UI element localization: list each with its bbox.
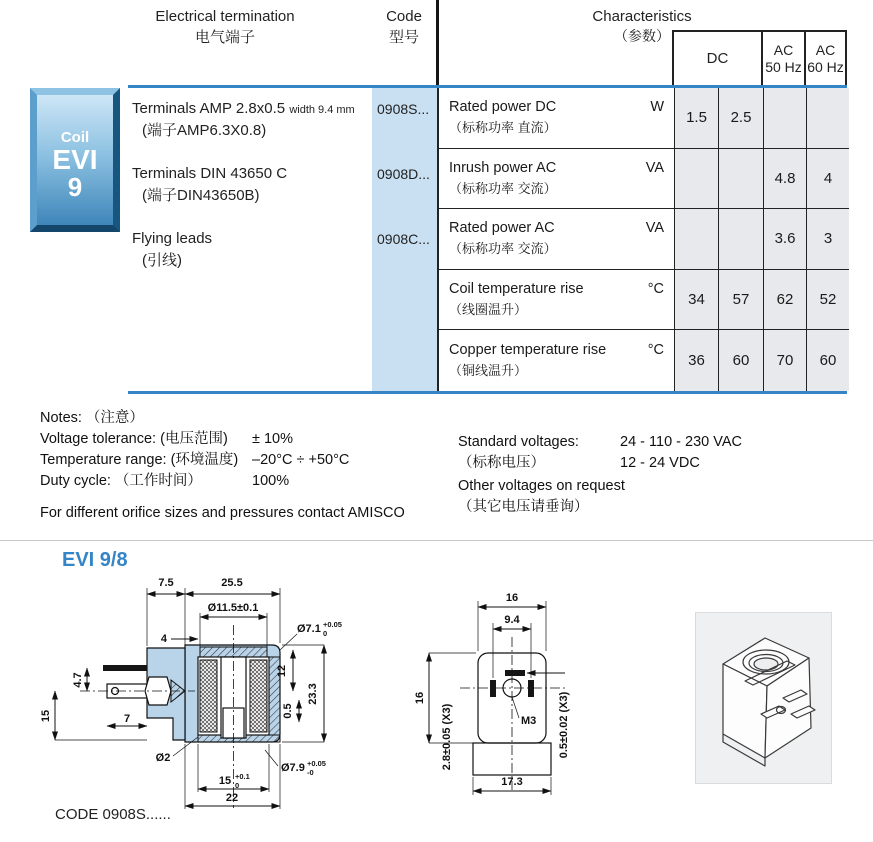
char-row-label <box>439 270 674 331</box>
svg-text:15: 15 <box>218 775 232 787</box>
svg-text:0: 0 <box>235 781 240 790</box>
subheader-ac50 <box>761 32 804 85</box>
subheader-row <box>672 30 847 85</box>
char-row-label <box>439 88 674 149</box>
char-unit: °C <box>647 281 664 298</box>
char-unit: VA <box>645 220 664 237</box>
svg-text:16: 16 <box>505 592 519 604</box>
char-value-ac60 <box>806 88 849 149</box>
badge-9-label: 9 <box>67 172 83 202</box>
svg-text:+0.05: +0.05 <box>323 620 342 629</box>
char-value-dc2 <box>718 209 763 270</box>
termination-row-din <box>132 163 287 207</box>
termination-row-leads <box>132 228 212 272</box>
code-value-0908s: 0908S... <box>377 101 430 117</box>
termination-amp-note: width 9.4 mm <box>289 104 355 116</box>
other-voltages-block <box>458 476 625 518</box>
char-value-ac60: 4 <box>806 149 849 210</box>
svg-text:+0.05: +0.05 <box>307 759 326 768</box>
char-value-ac60: 3 <box>806 209 849 270</box>
top-view-drawing <box>415 585 595 810</box>
char-value-ac50 <box>763 88 806 149</box>
char-value-dc2: 60 <box>718 330 763 391</box>
char-value-ac50: 3.6 <box>763 209 806 270</box>
svg-text:15: 15 <box>40 709 52 723</box>
char-value-dc1: 34 <box>674 270 718 331</box>
code-value-0908d: 0908D... <box>377 166 430 182</box>
note-value: ± 10% <box>252 431 294 447</box>
svg-text:22: 22 <box>225 792 239 804</box>
standard-voltages-label-zh: （标称电压） <box>458 455 545 471</box>
section-title-evi98: EVI 9/8 <box>62 549 128 571</box>
subheader-ac60-line1: AC <box>815 42 836 59</box>
char-value-dc1 <box>674 149 718 210</box>
svg-text:Ø11.5±0.1: Ø11.5±0.1 <box>207 602 259 614</box>
svg-text:-0: -0 <box>307 768 314 777</box>
svg-text:4.7: 4.7 <box>72 672 84 688</box>
subheader-ac50-line1: AC <box>773 42 794 59</box>
svg-text:4: 4 <box>160 633 167 645</box>
table-top-rule <box>128 85 847 88</box>
code-value-0908c: 0908C... <box>377 231 430 247</box>
standard-voltages-vac: 24 - 110 - 230 VAC <box>620 434 742 450</box>
note-label: Voltage tolerance: (电压范围) <box>40 431 228 447</box>
badge-evi-label: EVI <box>52 144 98 175</box>
svg-text:Ø2: Ø2 <box>155 752 171 764</box>
svg-text:0.5±0.02 (X3): 0.5±0.02 (X3) <box>558 691 570 759</box>
note-value: –20°C ÷ +50°C <box>252 452 350 468</box>
svg-text:0: 0 <box>323 629 328 638</box>
termination-amp-en: Terminals AMP 2.8x0.5 <box>132 100 286 117</box>
note-label: Temperature range: (环境温度) <box>40 452 239 468</box>
coil-evi9-badge <box>30 88 120 232</box>
char-value-dc2 <box>718 149 763 210</box>
standard-voltages-label: Standard voltages: <box>458 434 579 450</box>
svg-text:+0.1: +0.1 <box>235 772 250 781</box>
header-termination-zh: 电气端子 <box>194 29 255 46</box>
termination-leads-en: Flying leads <box>132 230 213 247</box>
char-unit: VA <box>645 159 664 176</box>
char-row-label <box>439 149 674 210</box>
standard-voltages-vdc: 12 - 24 VDC <box>620 455 700 471</box>
header-code-zh: 型号 <box>388 29 419 46</box>
svg-text:17.3: 17.3 <box>501 776 523 788</box>
header-code <box>373 6 435 48</box>
termination-din-en: Terminals DIN 43650 C <box>132 165 288 182</box>
char-value-dc2: 2.5 <box>718 88 763 149</box>
char-value-dc2: 57 <box>718 270 763 331</box>
subheader-dc: DC <box>672 32 761 85</box>
subheader-ac60 <box>804 32 847 85</box>
char-row-label <box>439 330 674 391</box>
subheader-ac50-line2: 50 Hz <box>765 58 802 75</box>
termination-din-zh: (端子DIN43650B) <box>142 186 260 204</box>
svg-text:M3: M3 <box>521 715 537 727</box>
voltages-block <box>458 432 742 474</box>
header-characteristics-zh: （参数） <box>614 28 670 44</box>
char-name: Rated power DC <box>449 99 557 116</box>
svg-text:Ø7.1: Ø7.1 <box>297 623 321 635</box>
char-name: Inrush power AC <box>449 159 557 176</box>
svg-text:23.3: 23.3 <box>307 683 319 705</box>
char-name-zh: （线圈温升） <box>449 302 528 318</box>
svg-text:7.5: 7.5 <box>158 577 174 589</box>
char-row-label <box>439 209 674 270</box>
char-name-zh: （标称功率 直流） <box>449 120 557 136</box>
svg-text:7: 7 <box>123 713 131 725</box>
svg-text:25.5: 25.5 <box>221 577 243 589</box>
characteristics-table <box>437 88 847 391</box>
cross-section-drawing <box>35 570 380 815</box>
termination-amp-zh: (端子AMP6.3X0.8) <box>142 121 267 139</box>
char-unit: °C <box>647 342 664 359</box>
drawing-code-caption: CODE 0908S...... <box>55 806 171 823</box>
char-value-dc1 <box>674 209 718 270</box>
contact-note: For different orifice sizes and pressures contact AMISCO <box>40 505 405 521</box>
char-name-zh: （标称功率 交流） <box>449 180 557 196</box>
char-name-zh: （标称功率 交流） <box>449 241 557 257</box>
char-name: Coil temperature rise <box>449 281 584 298</box>
header-electrical-termination <box>115 6 335 48</box>
svg-text:9.4: 9.4 <box>504 614 520 626</box>
badge-coil-label: Coil <box>60 129 90 146</box>
char-name: Copper temperature rise <box>449 342 607 359</box>
svg-text:Ø7.9: Ø7.9 <box>281 762 305 774</box>
char-value-ac50: 62 <box>763 270 806 331</box>
note-value: 100% <box>252 473 290 489</box>
notes-block <box>40 408 349 492</box>
char-unit: W <box>650 99 664 116</box>
char-name-zh: （铜线温升） <box>449 363 528 379</box>
note-label: Duty cycle: （工作时间） <box>40 473 202 489</box>
char-value-ac60: 60 <box>806 330 849 391</box>
notes-title: Notes: （注意） <box>40 410 144 426</box>
char-name: Rated power AC <box>449 220 555 237</box>
termination-row-amp <box>132 98 355 142</box>
termination-leads-zh: (引线) <box>142 251 182 269</box>
header-code-en: Code <box>386 8 422 25</box>
section-divider <box>0 540 873 541</box>
subheader-ac60-line2: 60 Hz <box>807 58 844 75</box>
char-value-ac50: 4.8 <box>763 149 806 210</box>
isometric-drawing <box>695 612 832 784</box>
svg-text:0.5: 0.5 <box>282 703 294 719</box>
svg-text:12: 12 <box>276 664 288 678</box>
other-voltages-zh: （其它电压请垂询） <box>458 499 589 515</box>
char-value-dc1: 36 <box>674 330 718 391</box>
header-termination-en: Electrical termination <box>155 8 295 25</box>
header-characteristics-en: Characteristics <box>592 8 692 25</box>
char-value-ac50: 70 <box>763 330 806 391</box>
char-value-dc1: 1.5 <box>674 88 718 149</box>
svg-text:16: 16 <box>414 691 426 705</box>
char-value-ac60: 52 <box>806 270 849 331</box>
table-bottom-rule <box>128 391 847 394</box>
svg-text:2.8±0.05 (X3): 2.8±0.05 (X3) <box>441 703 453 771</box>
other-voltages-en: Other voltages on request <box>458 478 625 494</box>
